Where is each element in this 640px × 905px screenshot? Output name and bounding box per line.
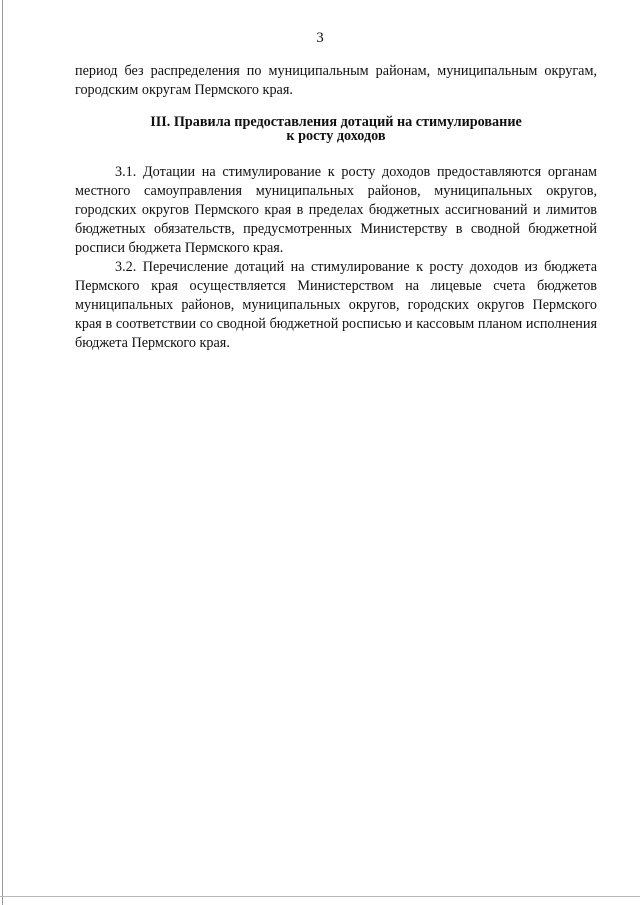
document-body (75, 62, 597, 353)
section-heading-line-2: к росту доходов (286, 128, 386, 144)
section-heading (75, 115, 597, 143)
section-heading-line-1: III. Правила предоставления дотаций на стимулирование (150, 114, 522, 130)
intro-paragraph: период без распределения по муниципальным районам, муниципальным округам, городским округам Пермского края. (75, 63, 597, 98)
paragraph-3-1: 3.1. Дотации на стимулирование к росту доходов предоставляются органам местного самоуправления муниципальных районов, муниципальных округов, городских округов Пермского края в пределах бюджетных ассигнований и лимитов бюджетных обязательств, предусмотренных Министерству в сводной бюджетной росписи бюджета Пермского края. (75, 164, 597, 256)
scan-edge-bottom (0, 896, 640, 897)
scan-edge-left (2, 0, 3, 905)
paragraph-3-2: 3.2. Перечисление дотаций на стимулирование к росту доходов из бюджета Пермского края осуществляется Министерством на лицевые счета бюджетов муниципальных районов, муниципальных округов, городских округов Пермского края в соответствии со сводной бюджетной росписью и кассовым планом исполнения бюджета Пермского края. (75, 259, 597, 351)
page-number: 3 (316, 30, 324, 46)
